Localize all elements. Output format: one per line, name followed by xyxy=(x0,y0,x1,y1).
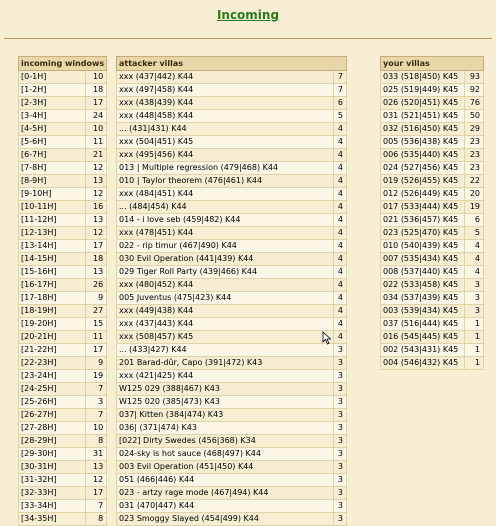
window-label: [18-19H] xyxy=(19,305,86,318)
attacker-village-name: 014 - i love seb (459|482) K44 xyxy=(117,214,334,227)
count-cell: 4 xyxy=(334,279,347,292)
count-cell: 3 xyxy=(465,305,484,318)
villa-name: 037 (516|444) K45 xyxy=(381,318,465,331)
count-cell: 8 xyxy=(86,435,107,448)
window-row xyxy=(19,331,107,344)
villa-name: 003 (539|434) K45 xyxy=(381,305,465,318)
villa-row xyxy=(381,123,484,136)
count-cell: 13 xyxy=(86,461,107,474)
window-label: [12-13H] xyxy=(19,227,86,240)
count-cell: 22 xyxy=(465,175,484,188)
count-cell: 10 xyxy=(86,71,107,84)
window-label: [16-17H] xyxy=(19,279,86,292)
count-cell: 11 xyxy=(86,136,107,149)
window-label: [2-3H] xyxy=(19,97,86,110)
attacker-row xyxy=(117,253,347,266)
count-cell: 1 xyxy=(465,318,484,331)
count-cell: 4 xyxy=(334,188,347,201)
count-cell: 4 xyxy=(334,149,347,162)
count-cell: 6 xyxy=(465,214,484,227)
count-cell: 4 xyxy=(334,136,347,149)
count-cell: 1 xyxy=(465,344,484,357)
attacker-row xyxy=(117,84,347,97)
attacker-village-name: 037| Kitten (384|474) K43 xyxy=(117,409,334,422)
attacker-village-name: xxx (438|439) K44 xyxy=(117,97,334,110)
count-cell: 4 xyxy=(334,305,347,318)
window-label: [29-30H] xyxy=(19,448,86,461)
count-cell: 3 xyxy=(334,513,347,526)
your-villas-table xyxy=(380,56,484,370)
window-label: [33-34H] xyxy=(19,500,86,513)
window-row xyxy=(19,383,107,396)
count-cell: 3 xyxy=(334,422,347,435)
count-cell: 3 xyxy=(334,357,347,370)
incoming-windows-table xyxy=(18,56,107,526)
window-label: [34-35H] xyxy=(19,513,86,526)
attacker-village-name: ... (433|427) K44 xyxy=(117,344,334,357)
attacker-row xyxy=(117,487,347,500)
window-row xyxy=(19,97,107,110)
window-row xyxy=(19,84,107,97)
count-cell: 3 xyxy=(334,461,347,474)
count-cell: 76 xyxy=(465,97,484,110)
window-row xyxy=(19,253,107,266)
window-label: [4-5H] xyxy=(19,123,86,136)
window-label: [20-21H] xyxy=(19,331,86,344)
villa-row xyxy=(381,188,484,201)
villa-name: 023 (525|470) K45 xyxy=(381,227,465,240)
count-cell: 4 xyxy=(334,331,347,344)
count-cell: 3 xyxy=(334,487,347,500)
count-cell: 3 xyxy=(86,396,107,409)
window-label: [26-27H] xyxy=(19,409,86,422)
count-cell: 21 xyxy=(86,149,107,162)
count-cell: 13 xyxy=(86,214,107,227)
window-label: [13-14H] xyxy=(19,240,86,253)
attacker-row xyxy=(117,110,347,123)
count-cell: 23 xyxy=(465,136,484,149)
attacker-row xyxy=(117,266,347,279)
count-cell: 3 xyxy=(334,344,347,357)
attacker-village-name: W125 020 (385|473) K43 xyxy=(117,396,334,409)
count-cell: 17 xyxy=(86,344,107,357)
count-cell: 4 xyxy=(334,162,347,175)
attacker-village-name: ... (431|431) K44 xyxy=(117,123,334,136)
count-cell: 8 xyxy=(86,513,107,526)
attacker-village-name: xxx (437|442) K44 xyxy=(117,71,334,84)
count-cell: 24 xyxy=(86,110,107,123)
window-label: [27-28H] xyxy=(19,422,86,435)
count-cell: 9 xyxy=(86,357,107,370)
attacker-row xyxy=(117,71,347,84)
attacker-row xyxy=(117,123,347,136)
window-label: [22-23H] xyxy=(19,357,86,370)
villa-name: 026 (520|451) K45 xyxy=(381,97,465,110)
villa-row xyxy=(381,110,484,123)
villa-name: 034 (537|439) K45 xyxy=(381,292,465,305)
attacker-row xyxy=(117,448,347,461)
count-cell: 9 xyxy=(86,292,107,305)
window-label: [15-16H] xyxy=(19,266,86,279)
villa-row xyxy=(381,149,484,162)
count-cell: 3 xyxy=(334,448,347,461)
villa-row xyxy=(381,318,484,331)
window-label: [14-15H] xyxy=(19,253,86,266)
villa-name: 012 (526|449) K45 xyxy=(381,188,465,201)
window-row xyxy=(19,123,107,136)
attacker-village-name: xxx (480|452) K44 xyxy=(117,279,334,292)
count-cell: 12 xyxy=(86,474,107,487)
villa-row xyxy=(381,136,484,149)
count-cell: 6 xyxy=(334,97,347,110)
attacker-village-name: xxx (497|458) K44 xyxy=(117,84,334,97)
window-label: [21-22H] xyxy=(19,344,86,357)
villa-row xyxy=(381,84,484,97)
count-cell: 19 xyxy=(465,201,484,214)
attacker-village-name: xxx (449|438) K44 xyxy=(117,305,334,318)
villa-name: 024 (527|456) K45 xyxy=(381,162,465,175)
window-row xyxy=(19,500,107,513)
attacker-village-name: xxx (421|425) K44 xyxy=(117,370,334,383)
attacker-row xyxy=(117,305,347,318)
attacker-village-name: xxx (484|451) K44 xyxy=(117,188,334,201)
villa-name: 017 (533|444) K45 xyxy=(381,201,465,214)
count-cell: 12 xyxy=(86,162,107,175)
villa-name: 031 (521|451) K45 xyxy=(381,110,465,123)
attacker-row xyxy=(117,279,347,292)
count-cell: 1 xyxy=(465,331,484,344)
attacker-village-name: xxx (478|451) K44 xyxy=(117,227,334,240)
window-row xyxy=(19,266,107,279)
attacker-row xyxy=(117,318,347,331)
count-cell: 4 xyxy=(334,123,347,136)
attacker-row xyxy=(117,162,347,175)
window-row xyxy=(19,227,107,240)
attacker-village-name: 051 (466|446) K44 xyxy=(117,474,334,487)
count-cell: 1 xyxy=(465,357,484,370)
attacker-row xyxy=(117,292,347,305)
attacker-row xyxy=(117,422,347,435)
window-label: [8-9H] xyxy=(19,175,86,188)
attacker-row xyxy=(117,201,347,214)
attacker-row xyxy=(117,214,347,227)
count-cell: 4 xyxy=(334,253,347,266)
villa-name: 016 (545|445) K45 xyxy=(381,331,465,344)
count-cell: 7 xyxy=(86,409,107,422)
attacker-row xyxy=(117,357,347,370)
count-cell: 13 xyxy=(86,175,107,188)
villa-name: 002 (543|431) K45 xyxy=(381,344,465,357)
window-label: [1-2H] xyxy=(19,84,86,97)
window-row xyxy=(19,357,107,370)
attacker-village-name: 036| (371|474) K43 xyxy=(117,422,334,435)
attacker-row xyxy=(117,175,347,188)
count-cell: 4 xyxy=(334,318,347,331)
count-cell: 7 xyxy=(334,84,347,97)
villa-name: 022 (533|458) K45 xyxy=(381,279,465,292)
attacker-row xyxy=(117,461,347,474)
count-cell: 18 xyxy=(86,253,107,266)
count-cell: 3 xyxy=(334,435,347,448)
attacker-village-name: xxx (504|451) K45 xyxy=(117,136,334,149)
page-title: Incoming xyxy=(216,8,280,22)
window-row xyxy=(19,370,107,383)
villa-row xyxy=(381,279,484,292)
attacker-row xyxy=(117,396,347,409)
villa-row xyxy=(381,214,484,227)
attacker-village-name: 031 (470|447) K44 xyxy=(117,500,334,513)
window-row xyxy=(19,201,107,214)
attacker-row xyxy=(117,474,347,487)
villa-name: 019 (526|455) K45 xyxy=(381,175,465,188)
count-cell: 7 xyxy=(86,500,107,513)
count-cell: 92 xyxy=(465,84,484,97)
attacker-villas-header: attacker villas xyxy=(117,57,347,71)
count-cell: 4 xyxy=(334,292,347,305)
count-cell: 3 xyxy=(334,396,347,409)
attacker-village-name: 030 Evil Operation (441|439) K44 xyxy=(117,253,334,266)
count-cell: 4 xyxy=(465,240,484,253)
attacker-row xyxy=(117,331,347,344)
window-row xyxy=(19,110,107,123)
window-row xyxy=(19,136,107,149)
attacker-village-name: 024-sky is hot sauce (468|497) K44 xyxy=(117,448,334,461)
window-row xyxy=(19,513,107,526)
count-cell: 20 xyxy=(465,188,484,201)
villa-row xyxy=(381,253,484,266)
count-cell: 11 xyxy=(86,331,107,344)
villa-row xyxy=(381,227,484,240)
count-cell: 5 xyxy=(334,110,347,123)
attacker-row xyxy=(117,188,347,201)
count-cell: 3 xyxy=(334,474,347,487)
count-cell: 13 xyxy=(86,266,107,279)
attacker-row xyxy=(117,435,347,448)
count-cell: 4 xyxy=(334,175,347,188)
window-label: [5-6H] xyxy=(19,136,86,149)
your-villas-header: your villas xyxy=(381,57,484,71)
window-row xyxy=(19,435,107,448)
count-cell: 23 xyxy=(465,149,484,162)
count-cell: 4 xyxy=(334,227,347,240)
count-cell: 18 xyxy=(86,84,107,97)
window-label: [10-11H] xyxy=(19,201,86,214)
window-row xyxy=(19,396,107,409)
count-cell: 12 xyxy=(86,227,107,240)
count-cell: 19 xyxy=(86,370,107,383)
villa-name: 025 (519|449) K45 xyxy=(381,84,465,97)
attacker-village-name: 005 Juventus (475|423) K44 xyxy=(117,292,334,305)
count-cell: 3 xyxy=(465,292,484,305)
count-cell: 4 xyxy=(334,214,347,227)
attacker-row xyxy=(117,344,347,357)
window-label: [25-26H] xyxy=(19,396,86,409)
villa-name: 033 (518|450) K45 xyxy=(381,71,465,84)
window-label: [9-10H] xyxy=(19,188,86,201)
count-cell: 3 xyxy=(465,279,484,292)
window-label: [31-32H] xyxy=(19,474,86,487)
count-cell: 26 xyxy=(86,279,107,292)
window-row xyxy=(19,279,107,292)
window-row xyxy=(19,162,107,175)
window-label: [7-8H] xyxy=(19,162,86,175)
villa-row xyxy=(381,240,484,253)
villa-row xyxy=(381,344,484,357)
villa-name: 006 (535|440) K45 xyxy=(381,149,465,162)
attacker-village-name: [022] Dirty Swedes (456|368) K34 xyxy=(117,435,334,448)
attacker-village-name: 029 Tiger Roll Party (439|466) K44 xyxy=(117,266,334,279)
window-row xyxy=(19,240,107,253)
attacker-row xyxy=(117,500,347,513)
count-cell: 3 xyxy=(334,370,347,383)
window-row xyxy=(19,461,107,474)
villa-row xyxy=(381,162,484,175)
count-cell: 3 xyxy=(334,409,347,422)
attacker-village-name: 010 | Taylor theorem (476|461) K44 xyxy=(117,175,334,188)
villa-row xyxy=(381,292,484,305)
window-row xyxy=(19,344,107,357)
window-row xyxy=(19,188,107,201)
window-label: [28-29H] xyxy=(19,435,86,448)
window-row xyxy=(19,292,107,305)
attacker-village-name: xxx (495|456) K44 xyxy=(117,149,334,162)
count-cell: 27 xyxy=(86,305,107,318)
attacker-village-name: 003 Evil Operation (451|450) K44 xyxy=(117,461,334,474)
villa-name: 032 (516|450) K45 xyxy=(381,123,465,136)
villa-row xyxy=(381,266,484,279)
attacker-village-name: 022 - rip timur (467|490) K44 xyxy=(117,240,334,253)
count-cell: 4 xyxy=(465,253,484,266)
count-cell: 93 xyxy=(465,71,484,84)
attacker-village-name: 201 Barad-dûr, Capo (391|472) K43 xyxy=(117,357,334,370)
villa-row xyxy=(381,305,484,318)
villa-row xyxy=(381,97,484,110)
count-cell: 12 xyxy=(86,188,107,201)
villa-name: 010 (540|439) K45 xyxy=(381,240,465,253)
attacker-row xyxy=(117,513,347,526)
villa-name: 004 (546|432) K45 xyxy=(381,357,465,370)
count-cell: 7 xyxy=(334,71,347,84)
window-row xyxy=(19,409,107,422)
count-cell: 4 xyxy=(334,201,347,214)
attacker-row xyxy=(117,240,347,253)
count-cell: 17 xyxy=(86,487,107,500)
villa-name: 008 (537|440) K45 xyxy=(381,266,465,279)
count-cell: 15 xyxy=(86,318,107,331)
window-row xyxy=(19,71,107,84)
incoming-windows-header: incoming windows xyxy=(19,57,107,71)
attacker-row xyxy=(117,149,347,162)
villa-row xyxy=(381,71,484,84)
count-cell: 50 xyxy=(465,110,484,123)
window-row xyxy=(19,474,107,487)
attacker-village-name: 023 - artzy rage mode (467|494) K44 xyxy=(117,487,334,500)
attacker-village-name: xxx (508|457) K45 xyxy=(117,331,334,344)
villa-row xyxy=(381,201,484,214)
window-row xyxy=(19,214,107,227)
count-cell: 17 xyxy=(86,240,107,253)
count-cell: 23 xyxy=(465,162,484,175)
attacker-village-name: W125 029 (388|467) K43 xyxy=(117,383,334,396)
window-label: [6-7H] xyxy=(19,149,86,162)
window-label: [3-4H] xyxy=(19,110,86,123)
attacker-row xyxy=(117,409,347,422)
attacker-row xyxy=(117,227,347,240)
count-cell: 10 xyxy=(86,422,107,435)
window-row xyxy=(19,149,107,162)
count-cell: 4 xyxy=(465,266,484,279)
attacker-row xyxy=(117,383,347,396)
count-cell: 29 xyxy=(465,123,484,136)
window-row xyxy=(19,422,107,435)
villa-row xyxy=(381,357,484,370)
count-cell: 4 xyxy=(334,240,347,253)
count-cell: 3 xyxy=(334,500,347,513)
attacker-row xyxy=(117,97,347,110)
attacker-village-name: 023 Smoggy Slayed (454|499) K44 xyxy=(117,513,334,526)
attacker-village-name: ... (484|454) K44 xyxy=(117,201,334,214)
count-cell: 31 xyxy=(86,448,107,461)
count-cell: 4 xyxy=(334,266,347,279)
window-row xyxy=(19,175,107,188)
mouse-pointer-icon xyxy=(322,331,332,345)
attacker-village-name: xxx (437|443) K44 xyxy=(117,318,334,331)
window-row xyxy=(19,318,107,331)
villa-row xyxy=(381,331,484,344)
count-cell: 7 xyxy=(86,383,107,396)
count-cell: 3 xyxy=(334,383,347,396)
count-cell: 10 xyxy=(86,123,107,136)
window-label: [23-24H] xyxy=(19,370,86,383)
window-label: [24-25H] xyxy=(19,383,86,396)
villa-name: 007 (535|434) K45 xyxy=(381,253,465,266)
window-label: [11-12H] xyxy=(19,214,86,227)
window-label: [17-18H] xyxy=(19,292,86,305)
window-row xyxy=(19,487,107,500)
window-row xyxy=(19,448,107,461)
window-label: [32-33H] xyxy=(19,487,86,500)
attacker-row xyxy=(117,370,347,383)
count-cell: 5 xyxy=(465,227,484,240)
window-label: [30-31H] xyxy=(19,461,86,474)
window-label: [19-20H] xyxy=(19,318,86,331)
villa-row xyxy=(381,175,484,188)
attacker-villas-table xyxy=(116,56,347,526)
attacker-village-name: 013 | Multiple regression (479|468) K44 xyxy=(117,162,334,175)
villa-name: 005 (536|438) K45 xyxy=(381,136,465,149)
attacker-village-name: xxx (448|458) K44 xyxy=(117,110,334,123)
villa-name: 021 (536|457) K45 xyxy=(381,214,465,227)
window-row xyxy=(19,305,107,318)
count-cell: 17 xyxy=(86,97,107,110)
attacker-row xyxy=(117,136,347,149)
count-cell: 16 xyxy=(86,201,107,214)
window-label: [0-1H] xyxy=(19,71,86,84)
